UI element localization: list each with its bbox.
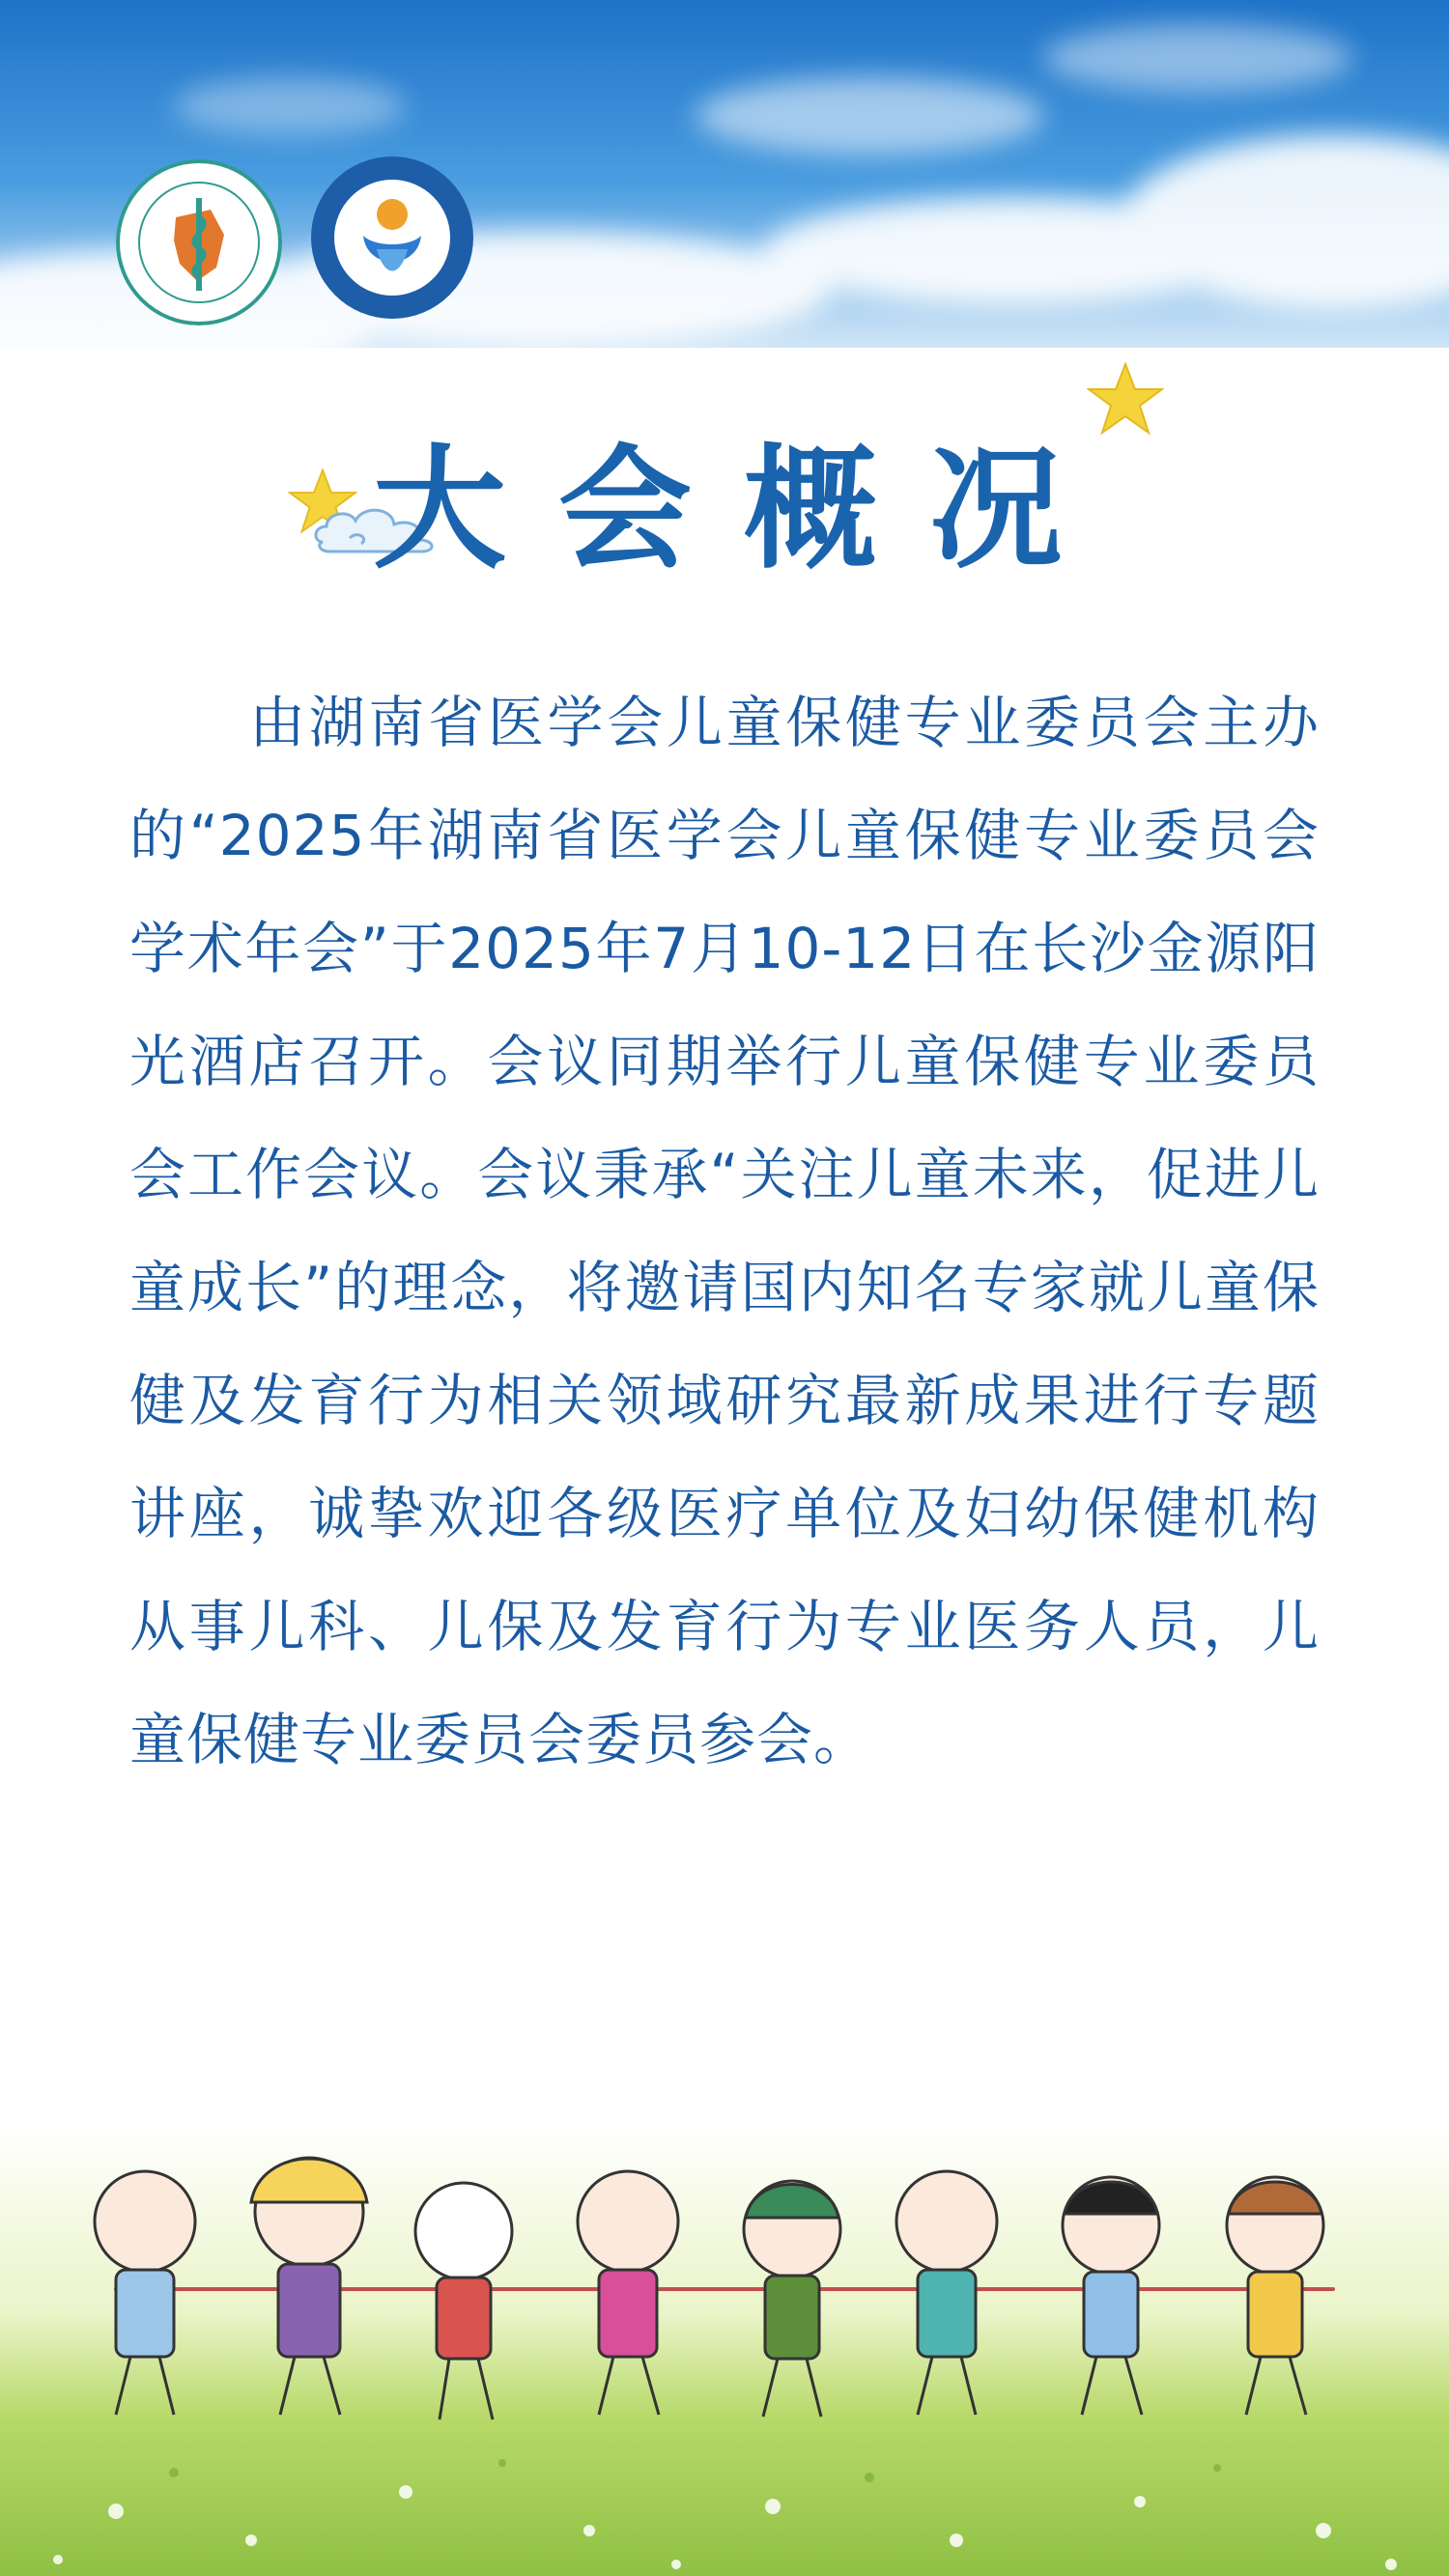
title-area <box>0 382 1449 587</box>
hunan-childrens-hospital-logo-icon <box>309 155 475 321</box>
intro-paragraph: 由湖南省医学会儿童保健专业委员会主办的“2025年湖南省医学会儿童保健专业委员会学术年会”于2025年7月10-12日在长沙金源阳光酒店召开。会议同期举行儿童保健专业委员会工作会议。会议秉承“关注儿童未来，促进儿童成长”的理念，将邀请国内知名专家就儿童保健及发育行为相关领域研究最新成果进行专题讲座，诚挚欢迎各级医疗单位及妇幼保健机构从事儿科、儿保及发育行为专业医务人员，儿童保健专业委员会委员参会。 <box>129 690 1320 1772</box>
hunan-medical-association-logo-icon <box>116 159 282 326</box>
children-holding-hands-illustration-icon <box>58 2125 1391 2444</box>
page-title: 大会概况 <box>372 432 1115 587</box>
